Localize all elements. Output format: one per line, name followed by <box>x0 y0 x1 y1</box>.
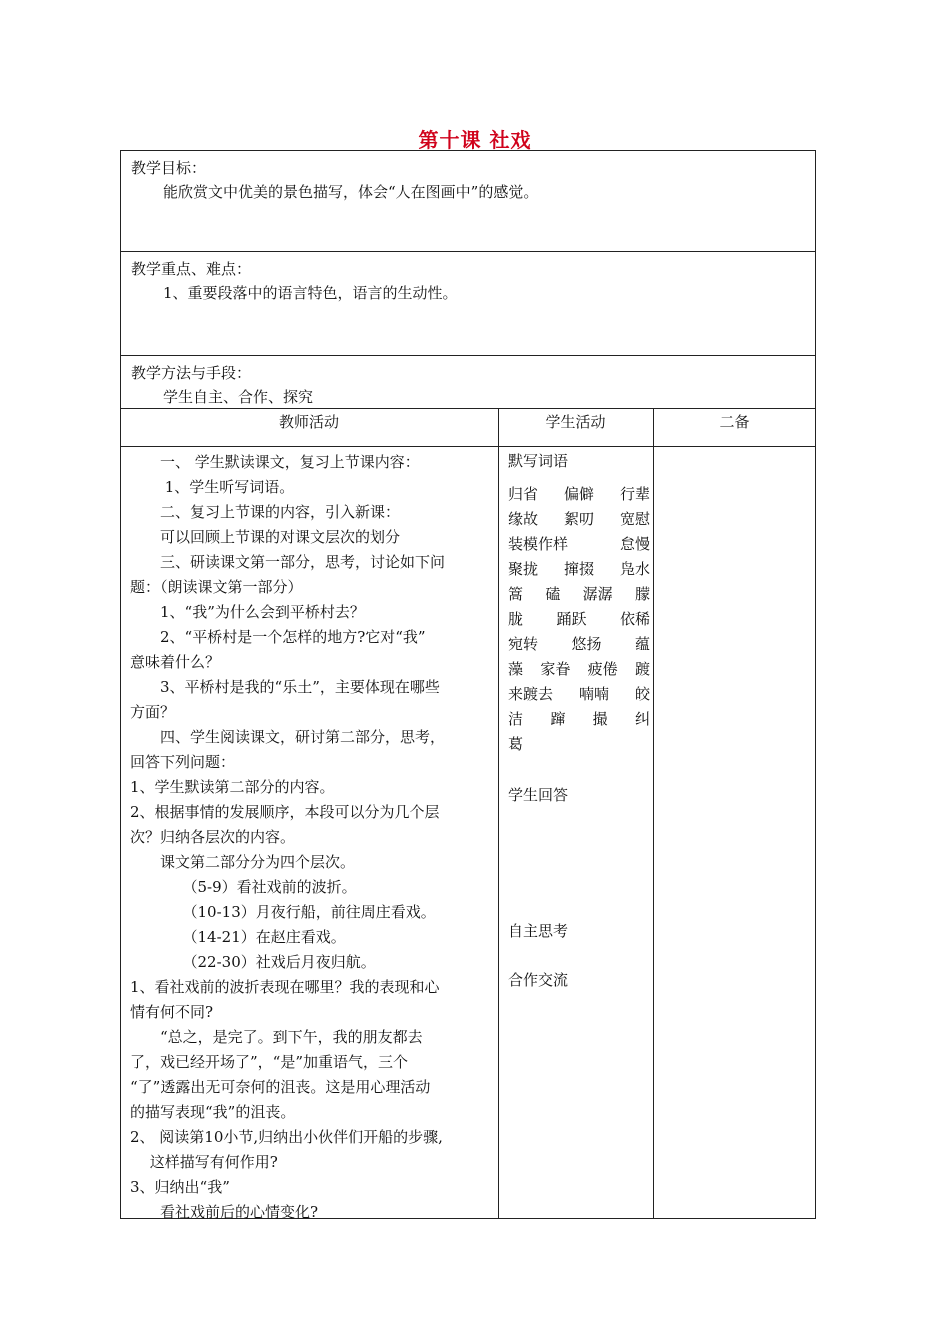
teacher-line: 意味着什么？ <box>130 653 221 671</box>
page-title: 第十课 社戏 <box>418 128 532 152</box>
method-label: 教学方法与手段： <box>131 364 252 382</box>
word-row <box>508 532 650 557</box>
teacher-line: 回答下列问题： <box>130 753 236 771</box>
teacher-line: 三、研读课文第一部分，思考，讨论如下问 <box>130 553 446 571</box>
teacher-line: 1、学生听写词语。 <box>130 478 295 496</box>
vocab-word: 胧 <box>508 610 524 628</box>
teacher-line: 方面？ <box>130 703 176 721</box>
vocab-word: 絮叨 <box>563 510 594 528</box>
vocab-word: 撺掇 <box>563 560 594 578</box>
vocab-word: 藻 <box>508 660 524 678</box>
header-top-rule <box>120 408 816 409</box>
vocab-word: 聚拢 <box>508 560 539 578</box>
vocab-word: 宽慰 <box>619 510 650 528</box>
teacher-line: 3、归纳出“我” <box>130 1178 230 1196</box>
word-row <box>508 582 650 607</box>
col-header-teacher: 教师活动 <box>278 413 339 431</box>
header-bottom-rule <box>120 446 816 447</box>
vocab-word: 疲倦 <box>587 660 618 678</box>
vocab-word: 行辈 <box>619 485 650 503</box>
teacher-line: 2、根据事情的发展顺序，本段可以分为几个层 <box>130 803 440 821</box>
teacher-line: （5-9）看社戏前的波折。 <box>130 878 357 896</box>
vocab-word: 蕴 <box>634 635 650 653</box>
focus-label: 教学重点、难点： <box>131 260 252 278</box>
goal-section <box>120 150 816 252</box>
teacher-line: 的描写表现“我”的沮丧。 <box>130 1103 296 1121</box>
teacher-line: （22-30）社戏后月夜归航。 <box>130 953 376 971</box>
word-row <box>508 707 650 732</box>
vocab-word: 凫水 <box>619 560 650 578</box>
goal-label: 教学目标： <box>131 159 207 177</box>
vocab-word: 洁 <box>508 710 524 728</box>
vocab-word: 宛转 <box>508 635 539 653</box>
teacher-line: 看社戏前后的心情变化? <box>130 1203 319 1221</box>
word-row <box>508 682 650 707</box>
vocab-word: 来踱去 <box>508 685 554 703</box>
teacher-line: “了”透露出无可奈何的沮丧。这是用心理活动 <box>130 1078 431 1096</box>
word-row <box>508 557 650 582</box>
vocab-word: 装模作样 <box>508 535 569 553</box>
teacher-line: 一、 学生默读课文，复习上节课内容： <box>130 453 420 471</box>
teacher-line: 3、平桥村是我的“乐土”，主要体现在哪些 <box>130 678 440 696</box>
col-header-student: 学生活动 <box>545 413 606 431</box>
vocab-word: 悠扬 <box>571 635 602 653</box>
teacher-line: 课文第二部分分为四个层次。 <box>130 853 356 871</box>
word-row <box>508 632 650 657</box>
teacher-line: 2、 阅读第10小节,归纳出小伙伴们开船的步骤, <box>130 1128 443 1146</box>
focus-section <box>120 251 816 356</box>
word-row <box>508 657 650 682</box>
col-header-prep: 二备 <box>719 413 750 431</box>
vocab-word: 朦 <box>634 585 650 603</box>
student-answer: 学生回答 <box>508 786 569 804</box>
vocab-word: 缘故 <box>508 510 539 528</box>
vocab-word: 喃喃 <box>578 685 609 703</box>
teacher-line: 题：（朗读课文第一部分） <box>130 578 303 596</box>
vocab-word: 皎 <box>634 685 650 703</box>
teacher-line: 1、“我”为什么会到平桥村去？ <box>130 603 365 621</box>
vocab-word: 依稀 <box>619 610 650 628</box>
teacher-line: 情有何不同? <box>130 1003 214 1021</box>
word-row <box>508 732 650 757</box>
vocab-word: 踊跃 <box>556 610 587 628</box>
vocab-word: 家眷 <box>540 660 571 678</box>
teacher-line: “总之，是完了。到下午，我的朋友都去 <box>130 1028 423 1046</box>
col-divider-2 <box>653 408 654 1219</box>
student-cooperate: 合作交流 <box>508 971 569 989</box>
goal-text: 能欣赏文中优美的景色描写，体会“人在图画中”的感觉。 <box>163 183 539 201</box>
vocab-word: 磕 <box>545 585 561 603</box>
teacher-line: 次？归纳各层次的内容。 <box>130 828 296 846</box>
vocab-word: 葛 <box>508 735 524 753</box>
vocab-word: 撮 <box>592 710 608 728</box>
word-row <box>508 482 650 507</box>
student-think: 自主思考 <box>508 922 569 940</box>
teacher-line: （10-13）月夜行船，前往周庄看戏。 <box>130 903 436 921</box>
teacher-line: 1、学生默读第二部分的内容。 <box>130 778 335 796</box>
word-row <box>508 607 650 632</box>
teacher-line: 这样描写有何作用? <box>130 1153 278 1171</box>
vocab-word: 潺潺 <box>582 585 613 603</box>
word-list <box>508 482 650 757</box>
teacher-line: （14-21）在赵庄看戏。 <box>130 928 346 946</box>
teacher-line: 2、“平桥村是一个怎样的地方?它对“我” <box>130 628 426 646</box>
method-text: 学生自主、合作、探究 <box>163 388 314 406</box>
vocab-word: 怠慢 <box>619 535 650 553</box>
vocab-word: 归省 <box>508 485 539 503</box>
focus-text: 1、重要段落中的语言特色，语言的生动性。 <box>163 284 458 302</box>
vocab-word: 踱 <box>634 660 650 678</box>
vocab-word: 篙 <box>508 585 524 603</box>
teacher-activity-column <box>130 450 490 1225</box>
teacher-line: 可以回顾上节课的对课文层次的划分 <box>130 528 401 546</box>
teacher-line: 二、复习上节课的内容，引入新课： <box>130 503 401 521</box>
vocab-word: 蹿 <box>550 710 566 728</box>
dictation-label: 默写词语 <box>508 452 569 470</box>
vocab-word: 偏僻 <box>563 485 594 503</box>
col-divider-1 <box>498 408 499 1219</box>
teacher-line: 了，戏已经开场了”，“是”加重语气，三个 <box>130 1053 409 1071</box>
word-row <box>508 507 650 532</box>
vocab-word: 纠 <box>634 710 650 728</box>
teacher-line: 四、学生阅读课文，研讨第二部分，思考， <box>130 728 446 746</box>
teacher-line: 1、看社戏前的波折表现在哪里？我的表现和心 <box>130 978 440 996</box>
